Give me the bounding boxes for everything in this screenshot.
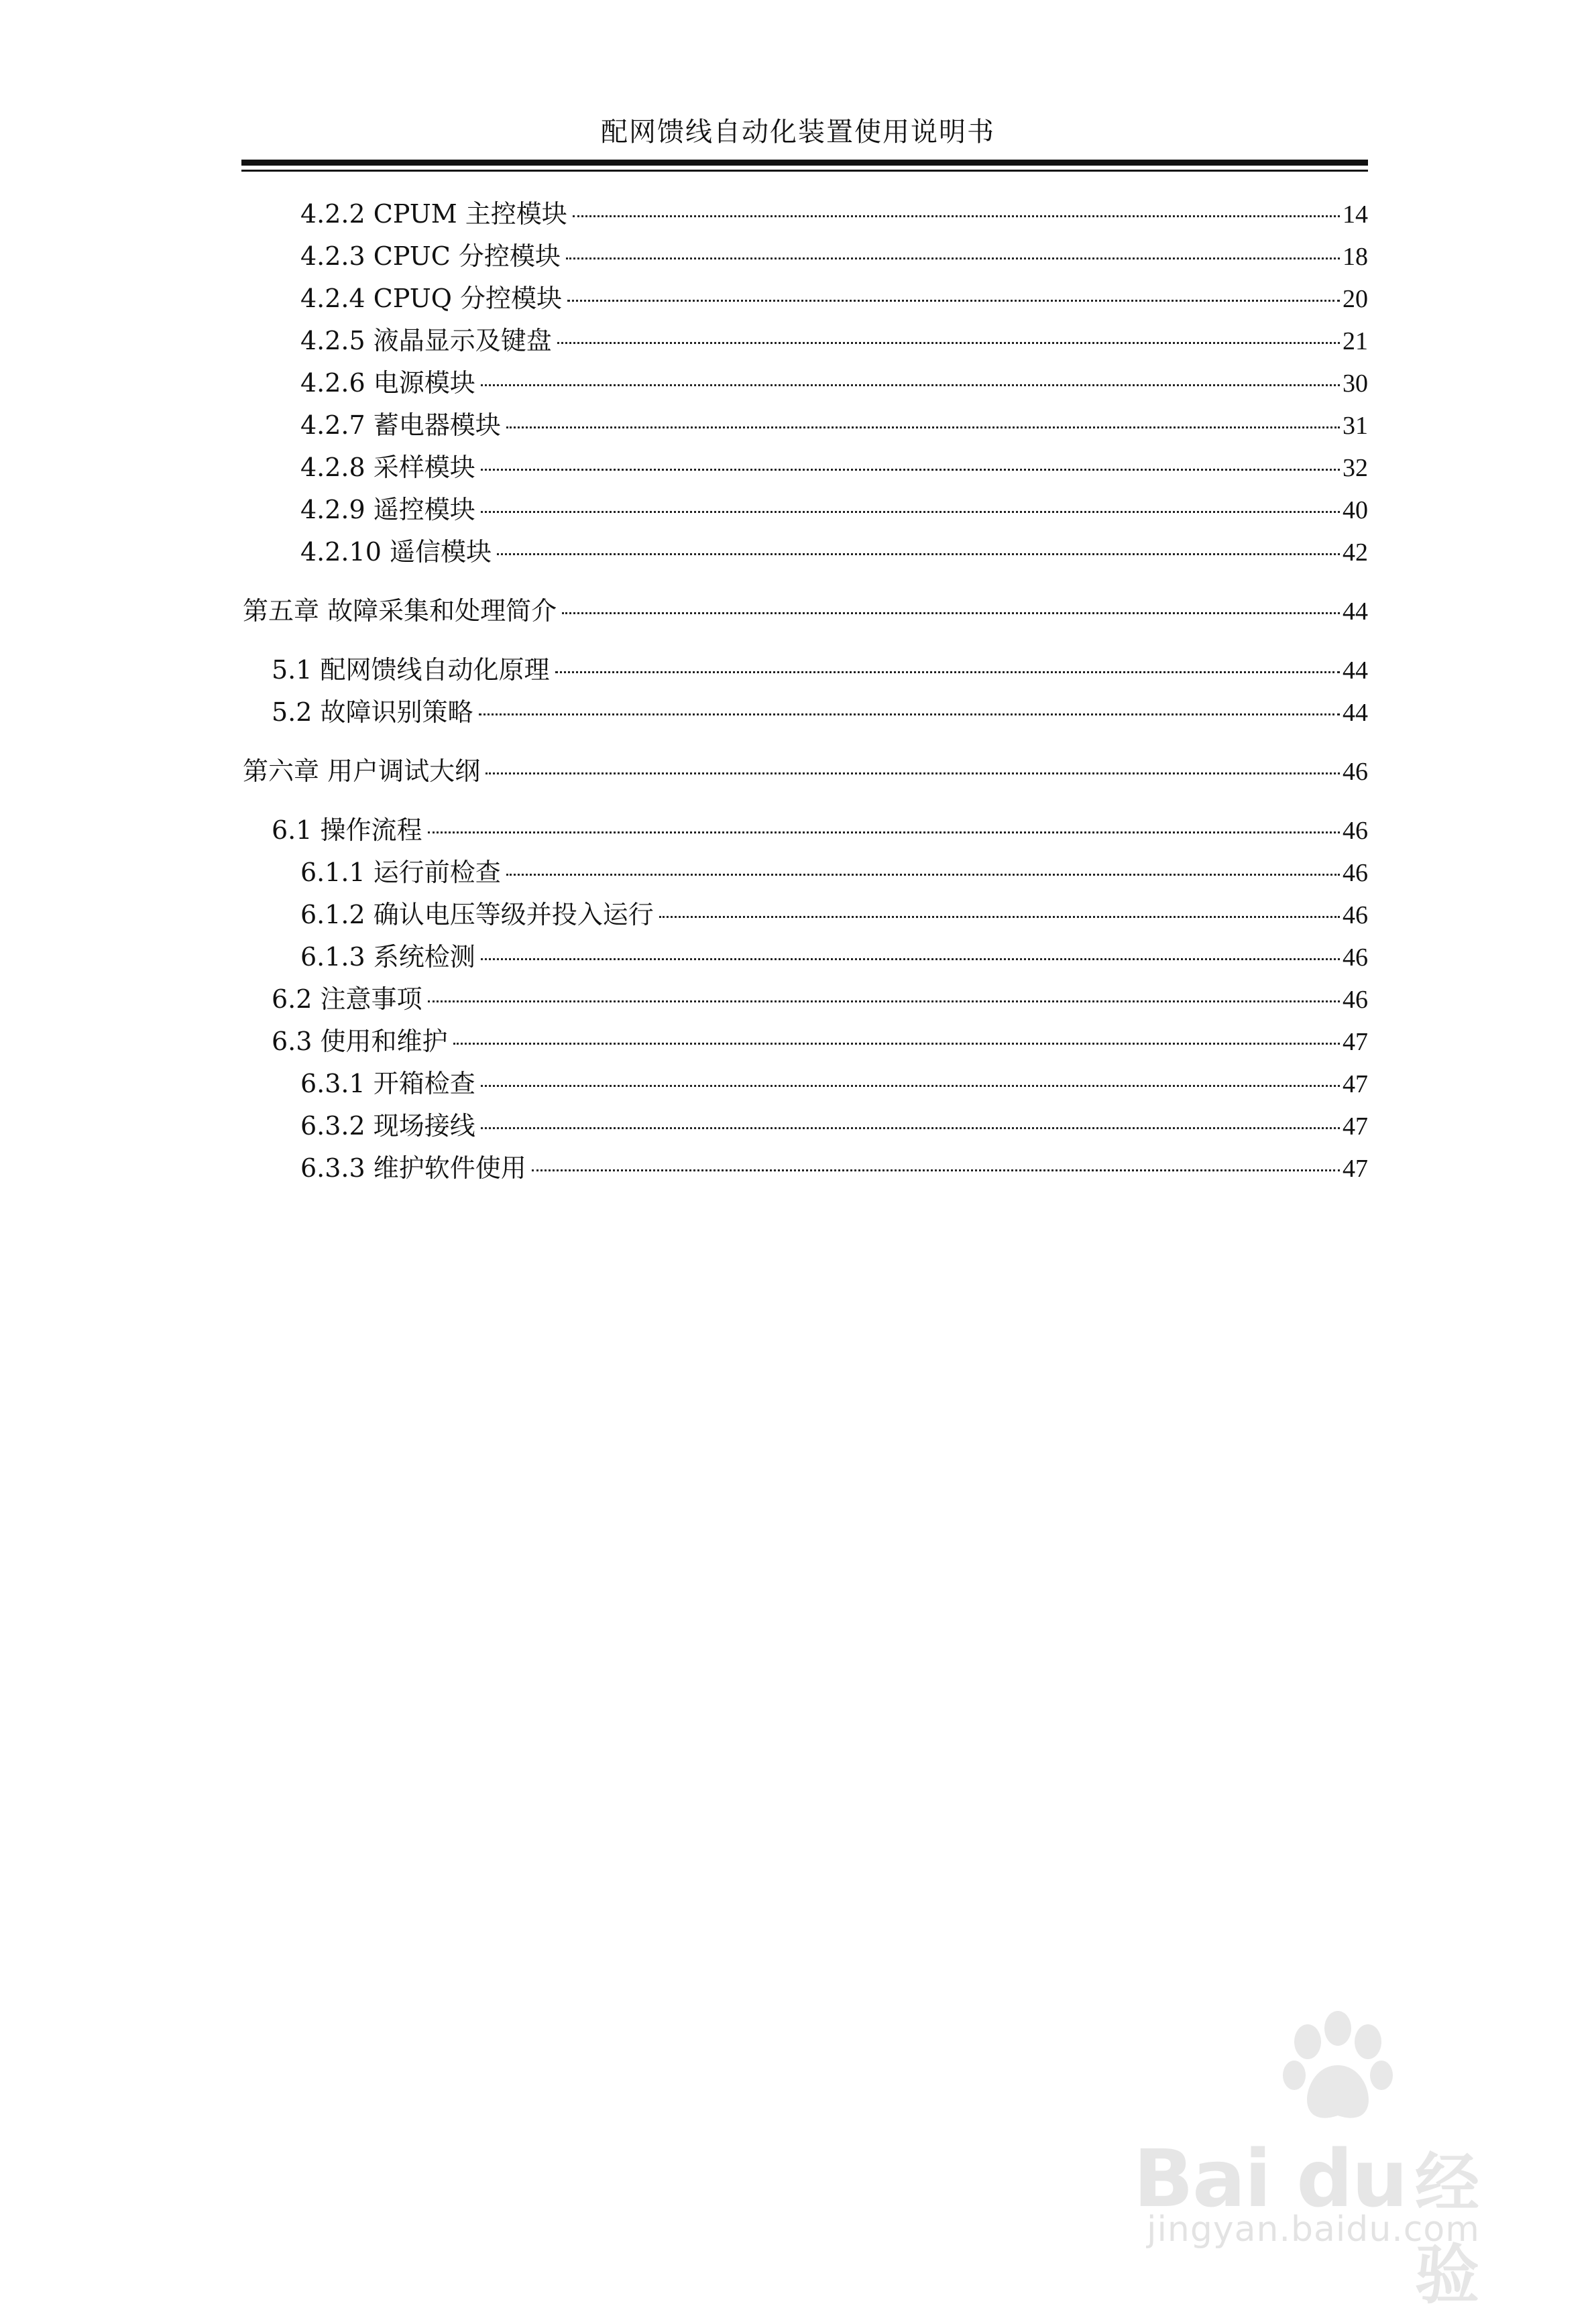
- toc-entry-page: 46: [1343, 758, 1368, 786]
- toc-entry-label: 5.2 故障识别策略: [272, 697, 473, 727]
- toc-entry-label: 第五章 故障采集和处理简介: [243, 596, 557, 626]
- toc-entry-page: 20: [1343, 285, 1368, 313]
- toc-entry-page: 32: [1343, 454, 1368, 482]
- toc-entry-label: 6.3.3 维护软件使用: [300, 1153, 526, 1183]
- toc-entry-page: 47: [1343, 1155, 1368, 1183]
- toc-entry[interactable]: [300, 899, 1368, 931]
- toc-leader: [481, 958, 1340, 960]
- toc-entry-page: 18: [1343, 243, 1368, 271]
- toc-chapter[interactable]: [243, 595, 1368, 627]
- toc-entry-page: 46: [1343, 986, 1368, 1014]
- toc-leader: [555, 671, 1340, 673]
- toc-entry-label: 6.1.3 系统检测: [300, 942, 475, 972]
- watermark-url: jingyan.baidu.com: [1147, 2209, 1480, 2250]
- toc-leader: [428, 1000, 1340, 1002]
- toc-entry[interactable]: [300, 367, 1368, 399]
- toc-entry-page: 30: [1343, 369, 1368, 398]
- toc-entry[interactable]: [300, 941, 1368, 973]
- toc-leader: [481, 384, 1340, 386]
- toc-entry-label: 4.2.5 液晶显示及键盘: [300, 326, 552, 355]
- toc-entry-page: 46: [1343, 817, 1368, 845]
- toc-entry-page: 47: [1343, 1112, 1368, 1141]
- toc-leader: [481, 511, 1340, 513]
- toc-entry-label: 第六章 用户调试大纲: [243, 756, 481, 786]
- toc-entry-label: 6.2 注意事项: [272, 984, 422, 1014]
- toc-leader: [481, 469, 1340, 471]
- toc-entry-page: 31: [1343, 412, 1368, 440]
- header-rule-thick: [241, 160, 1368, 166]
- toc-entry[interactable]: [272, 1026, 1368, 1057]
- toc-entry[interactable]: [300, 1110, 1368, 1142]
- toc-entry[interactable]: [300, 198, 1368, 230]
- toc-entry-label: 6.3 使用和维护: [272, 1027, 448, 1056]
- toc-entry-label: 6.1 操作流程: [272, 815, 422, 845]
- toc-entry-label: 4.2.2 CPUM 主控模块: [300, 199, 567, 229]
- toc-leader: [506, 874, 1340, 876]
- toc-leader: [506, 426, 1340, 428]
- toc-entry[interactable]: [300, 536, 1368, 568]
- toc-entry-label: 6.3.2 现场接线: [300, 1111, 475, 1141]
- toc-leader: [562, 612, 1340, 614]
- toc-entry-label: 4.2.9 遥控模块: [300, 495, 475, 524]
- toc-entry[interactable]: [300, 1153, 1368, 1184]
- document-title: 配网馈线自动化装置使用说明书: [601, 117, 995, 148]
- toc-leader: [497, 553, 1340, 555]
- toc-entry-label: 4.2.3 CPUC 分控模块: [300, 241, 561, 271]
- toc-leader: [566, 257, 1340, 259]
- toc-entry-label: 6.1.1 运行前检查: [300, 858, 501, 887]
- toc-leader: [573, 215, 1340, 217]
- toc-chapter[interactable]: [243, 756, 1368, 787]
- toc-leader: [453, 1043, 1340, 1045]
- toc-leader: [532, 1169, 1340, 1171]
- toc-entry-page: 44: [1343, 656, 1368, 685]
- toc-leader: [479, 713, 1340, 715]
- toc-entry-page: 46: [1343, 943, 1368, 972]
- toc-entry-page: 44: [1343, 699, 1368, 727]
- toc-entry[interactable]: [272, 654, 1368, 686]
- toc-leader: [567, 300, 1340, 302]
- toc-entry[interactable]: [300, 494, 1368, 526]
- toc-entry-page: 46: [1343, 901, 1368, 929]
- toc-leader: [481, 1127, 1340, 1129]
- toc-leader: [486, 772, 1340, 774]
- toc-entry[interactable]: [300, 283, 1368, 314]
- toc-entry[interactable]: [300, 1068, 1368, 1100]
- toc-entry[interactable]: [300, 410, 1368, 441]
- toc-entry-page: 40: [1343, 496, 1368, 524]
- toc-entry-label: 4.2.8 采样模块: [300, 453, 475, 482]
- toc-leader: [428, 831, 1340, 833]
- toc-entry-label: 6.1.2 确认电压等级并投入运行: [300, 900, 654, 929]
- toc-entry-page: 46: [1343, 859, 1368, 887]
- toc-entry[interactable]: [300, 857, 1368, 888]
- toc-entry[interactable]: [272, 697, 1368, 728]
- toc-entry-page: 44: [1343, 597, 1368, 626]
- toc-entry-label: 5.1 配网馈线自动化原理: [272, 655, 550, 685]
- toc-entry-label: 4.2.10 遥信模块: [300, 537, 492, 567]
- watermark-product: 经验: [1415, 2146, 1479, 2313]
- toc-entry-page: 47: [1343, 1028, 1368, 1056]
- toc-entry[interactable]: [272, 815, 1368, 846]
- toc-entry-page: 42: [1343, 538, 1368, 567]
- toc-entry-page: 47: [1343, 1070, 1368, 1098]
- watermark-brand: Bai du: [1133, 2132, 1407, 2225]
- toc-entry[interactable]: [272, 984, 1368, 1015]
- toc-entry[interactable]: [300, 452, 1368, 483]
- toc-entry-page: 14: [1343, 200, 1368, 229]
- toc-entry-label: 4.2.4 CPUQ 分控模块: [300, 284, 563, 313]
- toc-leader: [659, 916, 1340, 918]
- toc-leader: [481, 1085, 1340, 1087]
- toc-entry-label: 4.2.6 电源模块: [300, 368, 475, 398]
- toc-entry[interactable]: [300, 241, 1368, 272]
- toc-entry-label: 6.3.1 开箱检查: [300, 1069, 475, 1098]
- toc-entry-label: 4.2.7 蓄电器模块: [300, 410, 501, 440]
- toc-leader: [557, 342, 1340, 344]
- header-rule-thin: [241, 170, 1368, 172]
- toc-entry[interactable]: [300, 325, 1368, 357]
- toc-entry-page: 21: [1343, 327, 1368, 355]
- paw-icon: [1274, 2005, 1402, 2132]
- baidu-jingyan-watermark: [1133, 2005, 1509, 2313]
